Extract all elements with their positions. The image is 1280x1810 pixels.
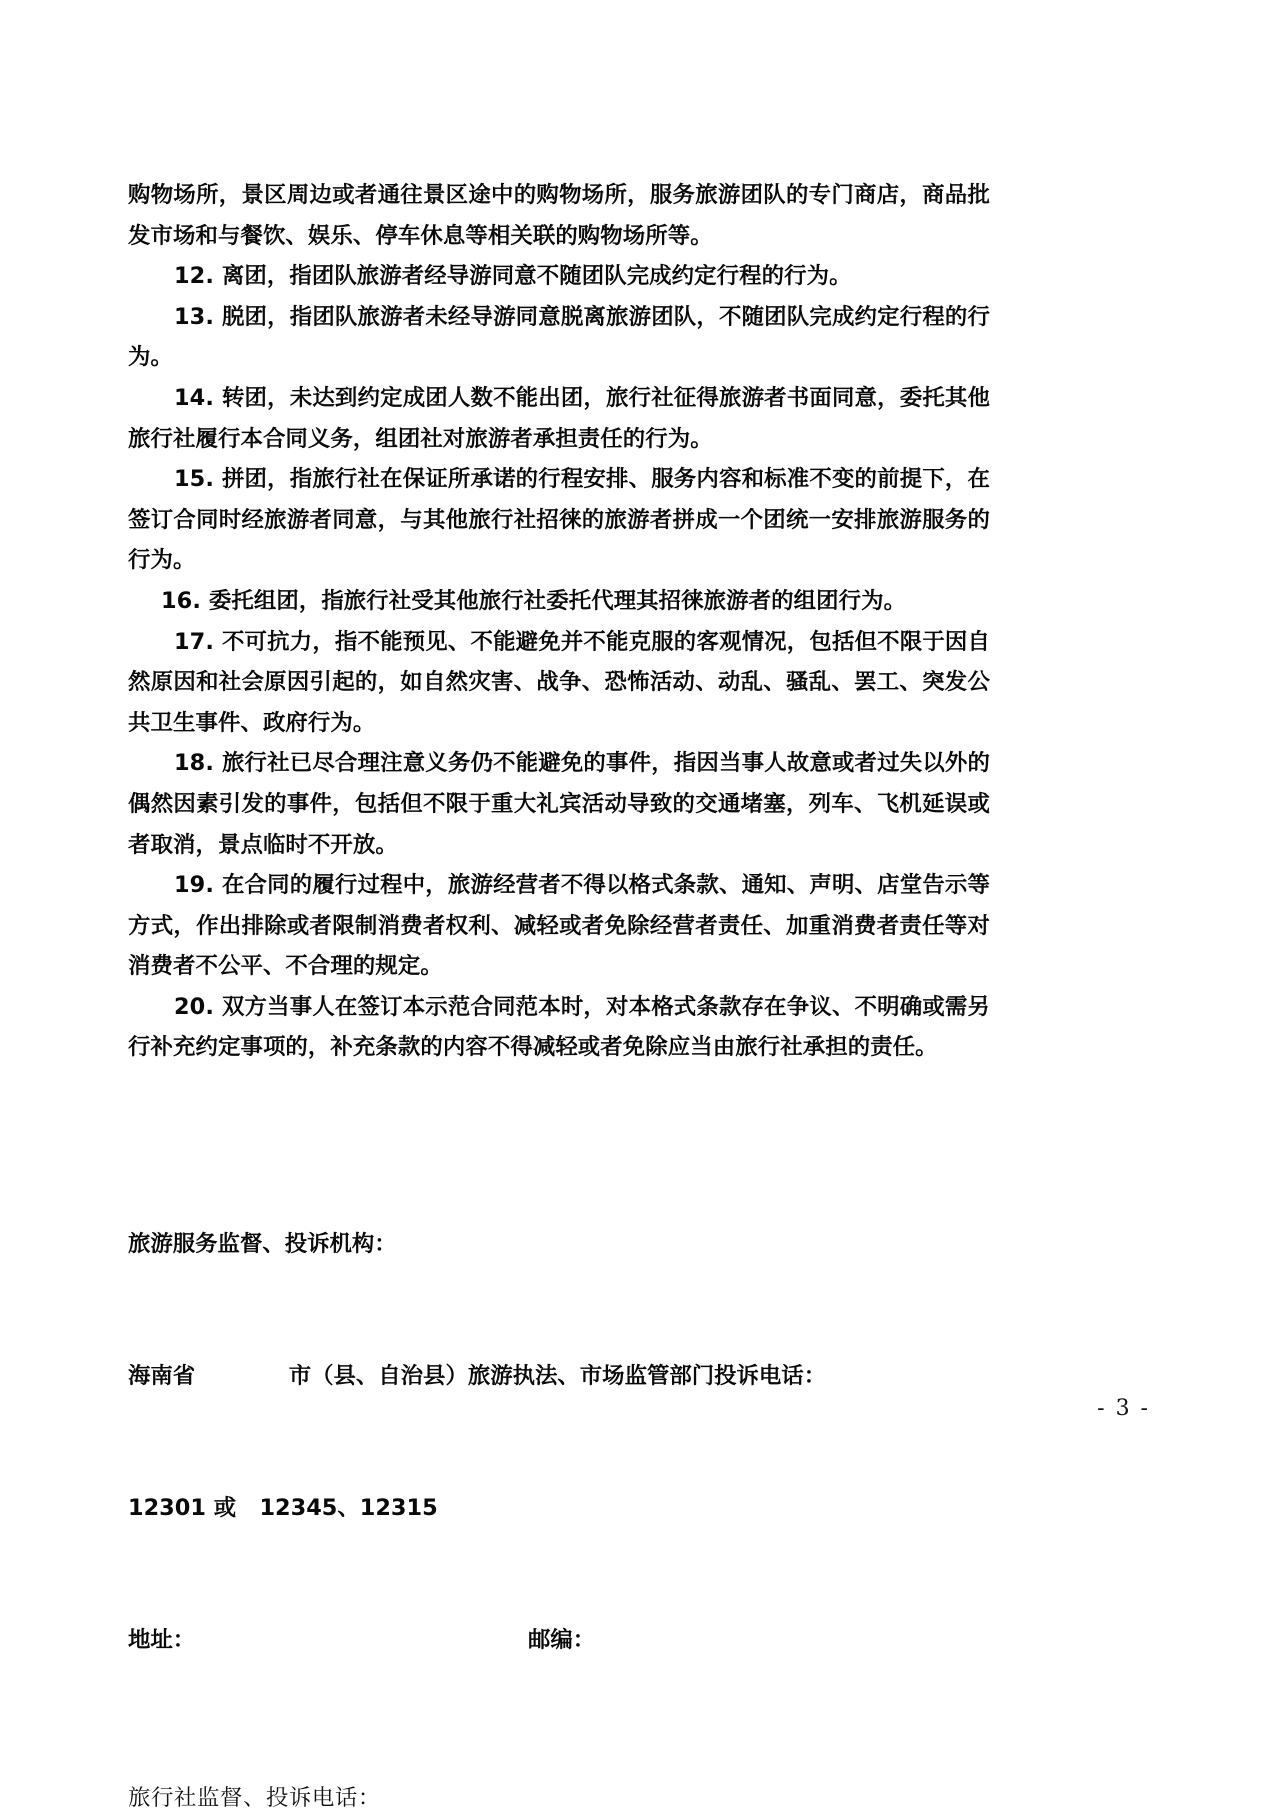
paragraph-clause-19: 19. 在合同的履行过程中，旅游经营者不得以格式条款、通知、声明、店堂告示等方式，作出排除或者限制消费者权利、减轻或者免除经营者责任、加重消费者责任等对消费者不公平、不合理的规定。: [128, 872, 990, 980]
contact-authority-line: 海南省 市（县、自治县）旅游执法、市场监管部门投诉电话：: [128, 1363, 827, 1390]
section-spacer: [128, 1068, 990, 1134]
paragraph-clause-15: 15. 拼团，指旅行社在保证所承诺的行程安排、服务内容和标准不变的前提下，在签订合同时经旅游者同意，与其他旅行社招徕的旅游者拼成一个团统一安排旅游服务的行为。: [128, 466, 990, 574]
postcode-label: 邮编：: [528, 1627, 596, 1654]
paragraph-clause-18: 18. 旅行社已尽合理注意义务仍不能避免的事件，指因当事人故意或者过失以外的偶然因素引发的事件，包括但不限于重大礼宾活动导致的交通堵塞，列车、飞机延误或者取消，景点临时不开放。: [128, 750, 990, 858]
paragraph-clause-13: 13. 脱团，指团队旅游者未经导游同意脱离旅游团队，不随团队完成约定行程的行为。: [128, 303, 990, 371]
agency-complaint-phone-label: 旅行社监督、投诉电话：: [128, 1785, 381, 1810]
contact-hotline-numbers: 12301 或 12345、12315: [128, 1495, 438, 1522]
contact-tail-spacer: [128, 1750, 990, 1776]
paragraph-clause-20: 20. 双方当事人在签订本示范合同范本时，对本格式条款存在争议、不明确或需另行补充约定事项的，补充条款的内容不得减轻或者免除应当由旅行社承担的责任。: [128, 993, 990, 1061]
contact-section-heading: 旅游服务监督、投诉机构：: [128, 1231, 397, 1258]
contact-section: [128, 1134, 990, 1750]
page-number: - 3 -: [1097, 1396, 1150, 1421]
contact-address-row: [128, 1618, 990, 1662]
paragraph-continued-shopping-venues: 购物场所，景区周边或者通往景区途中的购物场所，服务旅游团队的专门商店，商品批发市场和与餐饮、娱乐、停车休息等相关联的购物场所等。: [128, 182, 990, 249]
paragraph-clause-17: 17. 不可抗力，指不能预见、不能避免并不能克服的客观情况，包括但不限于因自然原因和社会原因引起的，如自然灾害、战争、恐怖活动、动乱、骚乱、罢工、突发公共卫生事件、政府行为。: [128, 628, 990, 736]
address-label: 地址：: [128, 1627, 196, 1654]
document-body: [128, 175, 990, 1810]
paragraph-clause-14: 14. 转团，未达到约定成团人数不能出团，旅行社征得旅游者书面同意，委托其他旅行社履行本合同义务，组团社对旅游者承担责任的行为。: [128, 384, 990, 452]
paragraph-clause-16: 16. 委托组团，指旅行社受其他旅行社委托代理其招徕旅游者的组团行为。: [161, 587, 907, 614]
paragraph-clause-12: 12. 离团，指团队旅游者经导游同意不随团队完成约定行程的行为。: [174, 263, 852, 290]
